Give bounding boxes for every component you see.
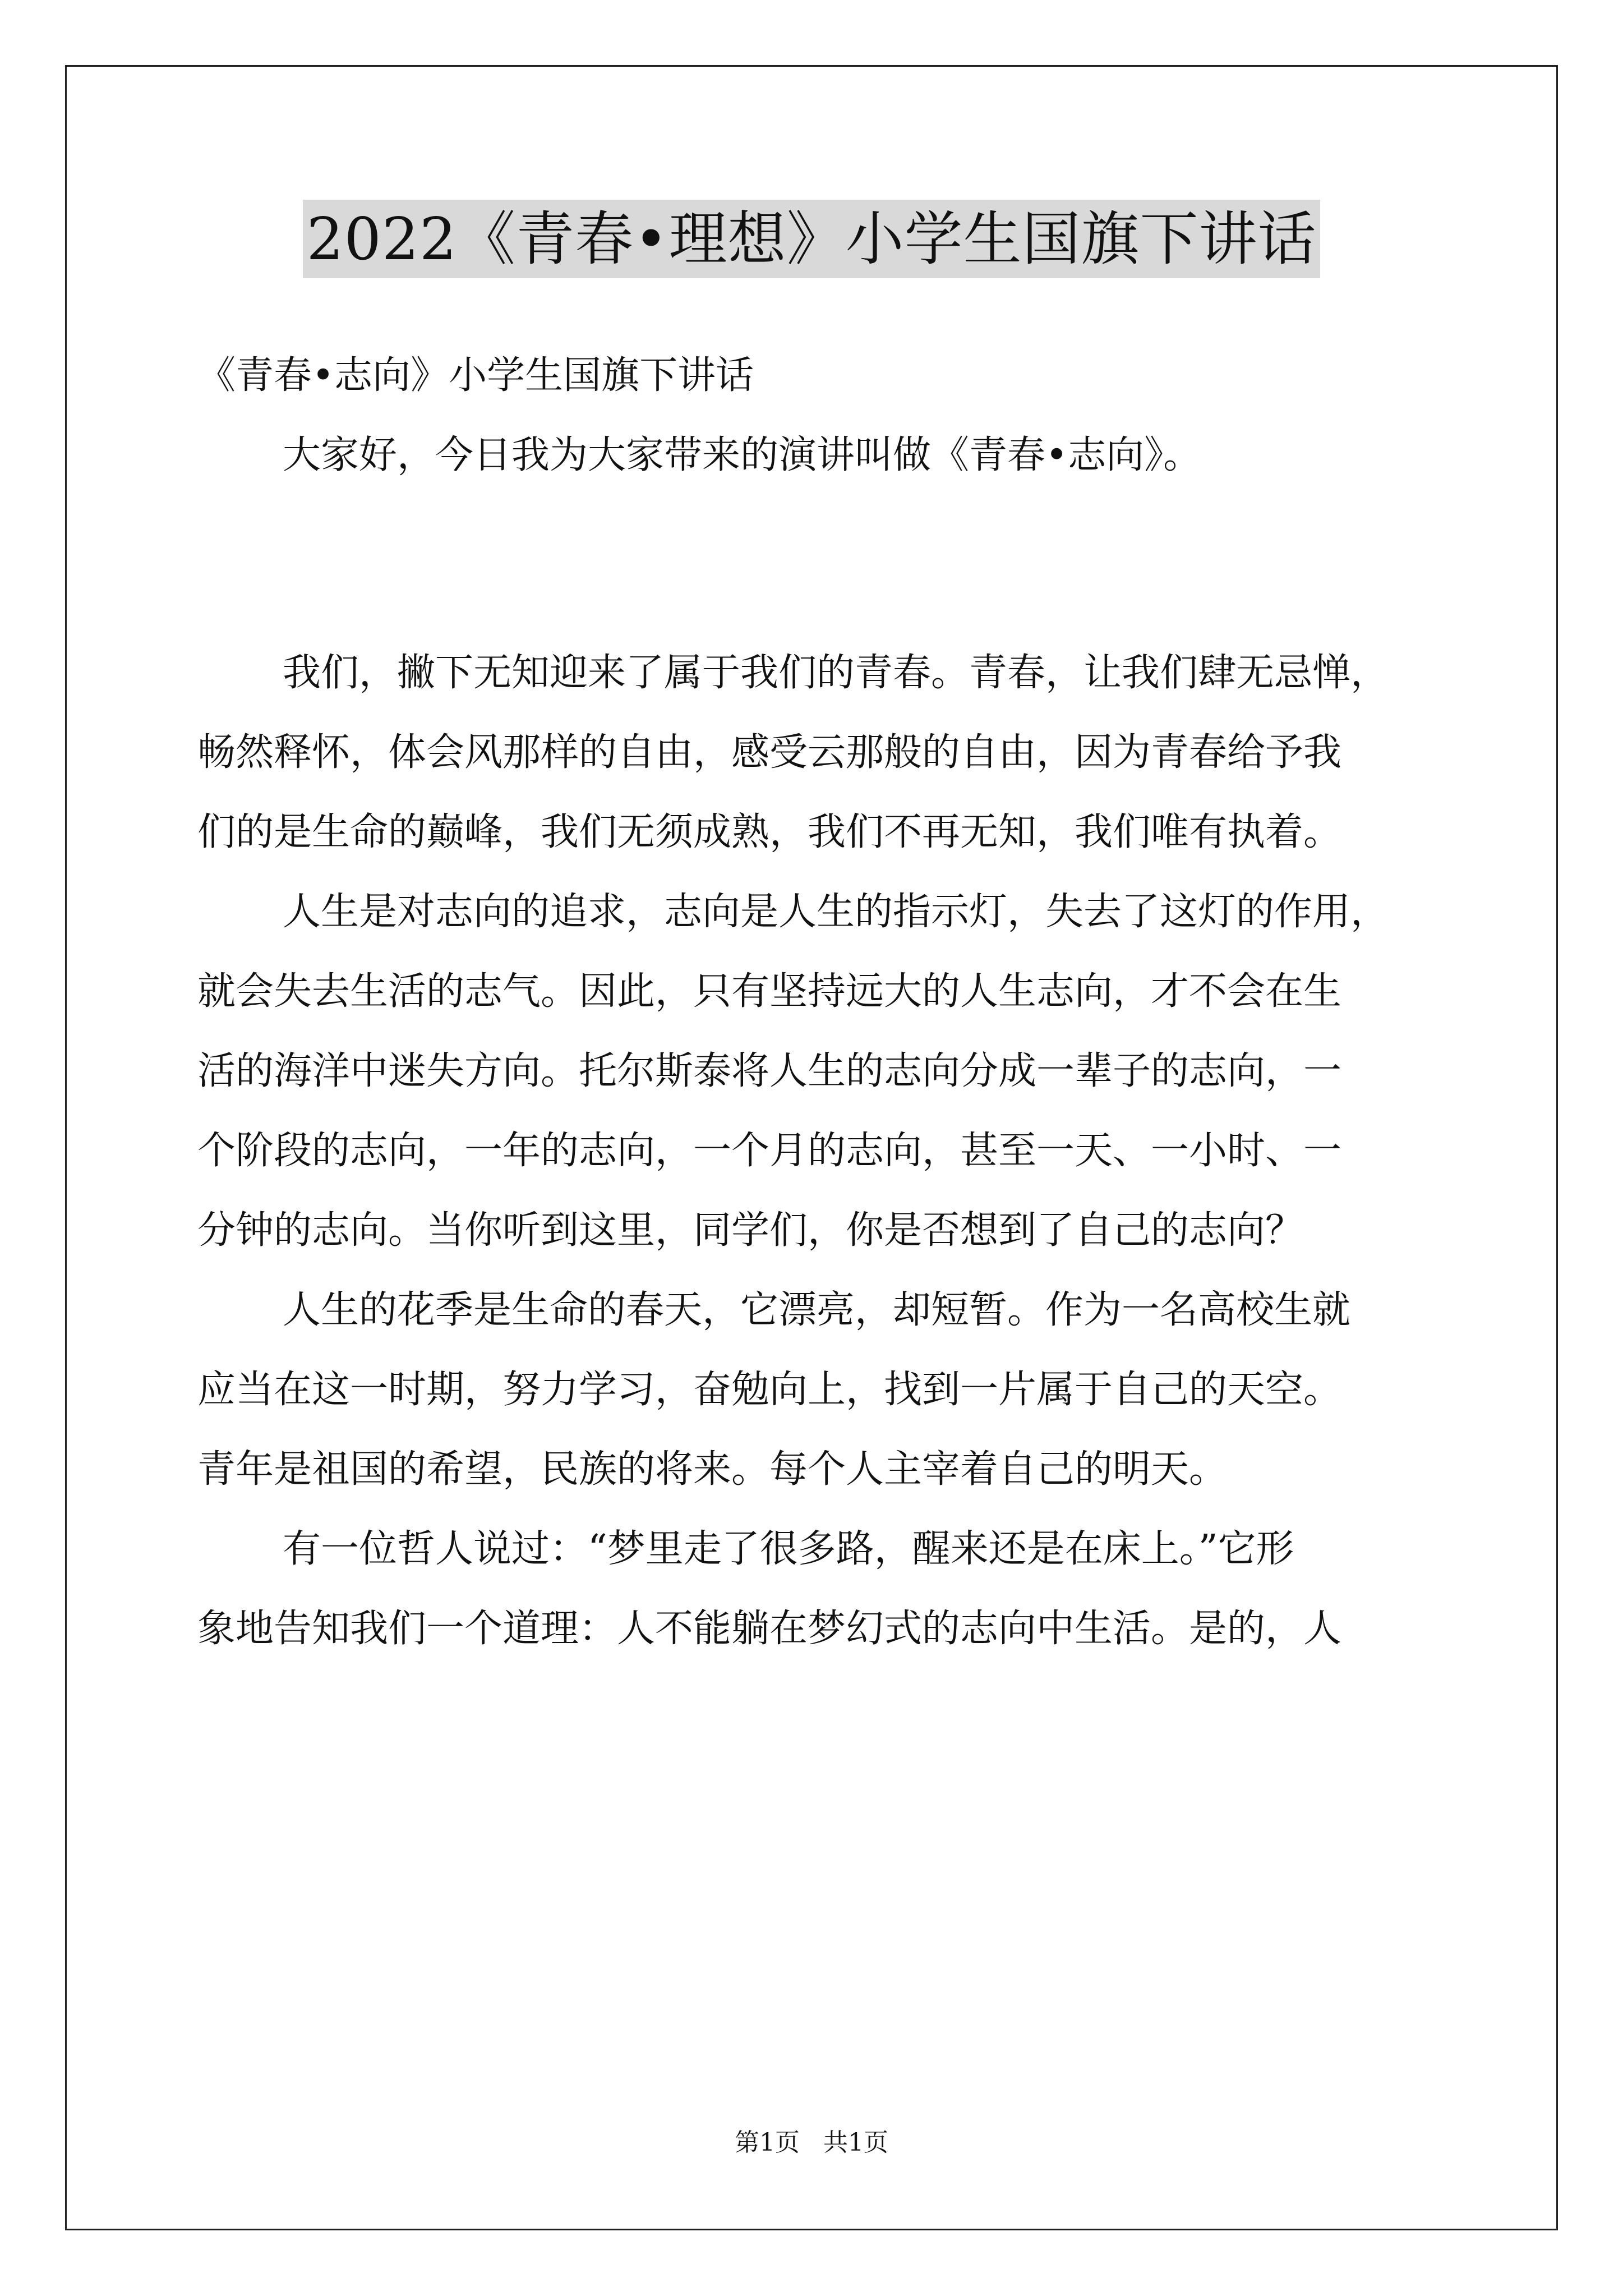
- text-line: 人生是对志向的追求，志向是人生的指示灯，失去了这灯的作用，: [283, 890, 1389, 934]
- title-container: [0, 200, 1623, 278]
- subtitle-line: 《青春•志向》小学生国旗下讲话: [197, 353, 754, 398]
- document-title: 2022《青春•理想》小学生国旗下讲话: [303, 200, 1320, 278]
- text-line: 青年是祖国的希望，民族的将来。每个人主宰着自己的明天。: [197, 1447, 1228, 1492]
- text-line: 们的是生命的巅峰，我们无须成熟，我们不再无知，我们唯有执着。: [197, 810, 1342, 854]
- text-line: 个阶段的志向，一年的志向，一个月的志向，甚至一天、一小时、一: [197, 1129, 1342, 1173]
- text-line: 活的海洋中迷失方向。托尔斯泰将人生的志向分成一辈子的志向，一: [197, 1049, 1342, 1093]
- text-line: 有一位哲人说过：“梦里走了很多路，醒来还是在床上。”它形: [283, 1527, 1294, 1571]
- text-line: 分钟的志向。当你听到这里，同学们，你是否想到了自己的志向？: [197, 1208, 1304, 1253]
- page-footer: 第1页 共1页: [735, 2128, 888, 2157]
- text-line: 象地告知我们一个道理：人不能躺在梦幻式的志向中生活。是的，人: [197, 1607, 1342, 1651]
- text-line: 我们，撇下无知迎来了属于我们的青春。青春，让我们肆无忌惮，: [283, 651, 1389, 695]
- text-line: 应当在这一时期，努力学习，奋勉向上，找到一片属于自己的天空。: [197, 1368, 1342, 1412]
- text-line: 人生的花季是生命的春天，它漂亮，却短暂。作为一名高校生就: [283, 1288, 1351, 1332]
- text-line: 畅然释怀，体会风那样的自由，感受云那般的自由，因为青春给予我: [197, 730, 1342, 775]
- text-line: 大家好，今日我为大家带来的演讲叫做《青春•志向》。: [283, 433, 1202, 477]
- text-line: 就会失去生活的志气。因此，只有坚持远大的人生志向，才不会在生: [197, 969, 1342, 1014]
